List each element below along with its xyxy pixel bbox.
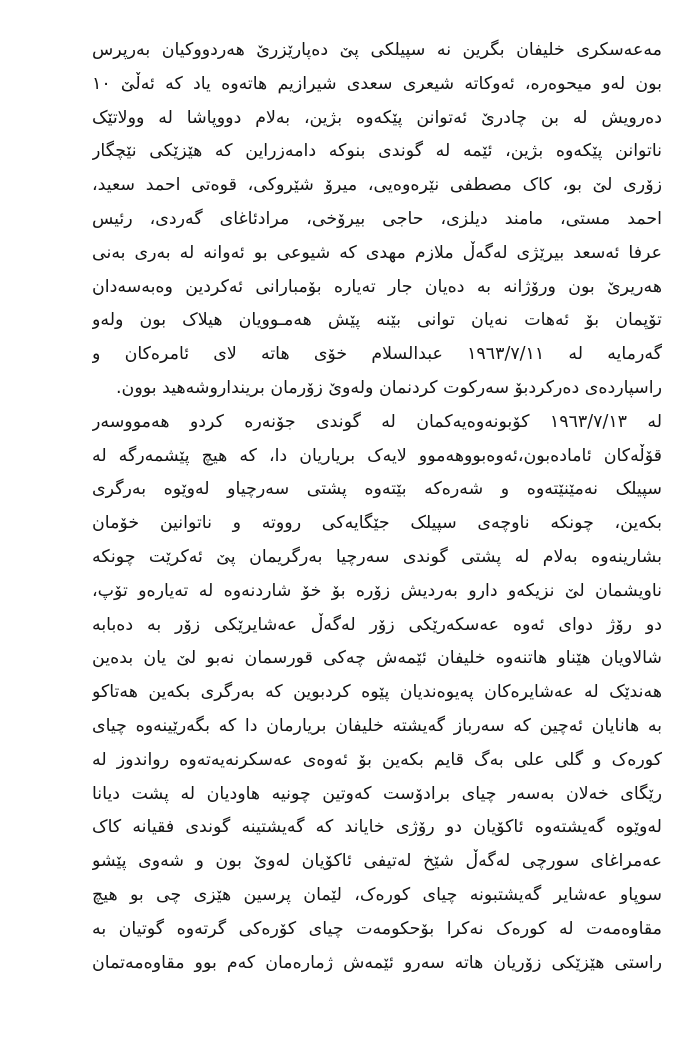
text-line: ناویشمان لێ نزیکەو دارو بەردیش زۆرە بۆ خۆ شاردنەوە لە تەیارەو تۆپ، <box>92 580 662 601</box>
text-line: راسپاردەی دەرکردبۆ سەرکوت کردنمان ولەوێ زۆرمان برینداروشەهید بوون. <box>116 377 662 398</box>
text-line: بکەین، چونکە ناوچەی سپیلک جێگایەکی رووتە و ناتوانین خۆمان <box>92 513 662 534</box>
paragraph-1 <box>92 34 662 406</box>
text-line: شالاویان هێناو هاتنەوە خلیفان ئێمەش چەکی قورسمان نەبو لێ یان بدەین <box>92 648 662 669</box>
text-line: زۆری لێ بو، کاک مصطفی نێرەوەیی، میرۆ شێروکی، قوەتی احمد سعید، <box>92 175 662 196</box>
text-line: عەمراغای سورچی لەگەڵ شێخ لەتیفی ئاکۆیان لەوێ بون و شەوی پێشو <box>92 851 662 872</box>
text-line: دەرویش لە بن چادرێ ئەتوانن پێکەوە بژین، بەلام دووپاشا لە وولاتێک <box>92 107 662 128</box>
paragraph-2 <box>92 406 662 981</box>
text-line: بشارینەوە بەلام لە پشتی گوندی سەرچیا بەرگریمان پێ ئەکرێت چونکە <box>92 546 662 567</box>
text-line: قۆڵەکان ئامادەبون،ئەوەبووهەموو لایەک بریاریان دا، کە هیچ پێشمەرگە لە <box>92 445 662 466</box>
text-line: تۆپمان بۆ ئەهات نەیان توانی بێنە پێش هەمـوویان هیلاک بون ولەو <box>92 310 662 331</box>
text-line: ناتوانن پێکەوە بژین، ئێمە لە گوندی بنوکە دامەزراین کە هێزێکی نێچگار <box>92 141 662 162</box>
text-line: رێگای خەلان بەسەر چیای برادۆست کەوتین چونیە هاودیان لە پشت دیانا <box>92 783 662 804</box>
text-line: دو رۆژ دوای ئەوە عەسکەرێکی زۆر لەگەڵ عەشایرێکی زۆر بە دەبابە <box>92 614 662 635</box>
text-line: مەعەسکری خلیفان بگرین نە سپیلکی پێ دەپارێزرێ هەردووکیان بەرپرس <box>92 40 662 60</box>
text-line: بون لەو میحوەرە، ئەوکاتە شیعری سعدی شیرازیم هاتەوە یاد کە ئەڵێ ١٠ <box>92 73 662 94</box>
body-text <box>92 34 662 980</box>
text-line: هەریرێ بون ورۆژانە بە دەیان جار تەیارە بۆمبارانی ئەکردین وەبەسەدان <box>92 276 662 297</box>
text-line: لە ١٩٦٣/٧/١٣ کۆبونەوەیەکمان لە گوندی جۆنەرە کردو هەمووسەر <box>92 411 662 432</box>
text-line: هەندێک لە عەشایرەکان پەیوەندیان پێوە کردبوین کە بەرگری بکەین هەتاکو <box>92 682 662 703</box>
text-line: سوپاو عەشایر گەیشتبونە چیای کورەک، لێمان پرسین هێزی چی بو هیچ <box>92 884 662 905</box>
text-line: بە هانایان ئەچین کە سەرباز گەیشتە خلیفان بریارمان دا کە بگەرێینەوە چیای <box>92 715 662 736</box>
text-line: عرفا ئەسعد بیرێژی لەگەڵ ملازم مهدی کە شیوعی بو ئەوانە لە بەری بەنی <box>92 242 662 263</box>
text-line: احمد مستی، مامند دیلزی، حاجی بیرۆخی، مرادئاغای گەردی، رئیس <box>92 208 662 229</box>
text-line: راستی هێزێکی زۆریان هاتە سەرو ئێمەش ژمارەمان کەم بوو مقاوەمەتمان <box>92 952 662 973</box>
text-line: گەرمایە لە ١٩٦٣/٧/١١ عبدالسلام خۆی هاتە لای ئامرەکان و <box>92 344 662 365</box>
text-line: کورەک و گلی علی بەگ قایم بکەین بۆ ئەوەی عەسکرنەیەتەوە رواندوز لە <box>92 749 662 770</box>
text-line: لەوێوە گەیشتەوە ئاکۆیان دو رۆژی خایاند کە گەیشتینە گوندی فقیانە کاک <box>92 817 662 838</box>
text-line: مقاوەمەت لە کورەک نەکرا بۆحکومەت چیای کۆرەکی گرتەوە گوتیان بە <box>92 918 662 939</box>
text-line: سپیلک نەمێنێتەوە و شەرەکە بێتەوە پشتی سەرچیاو لەوێوە بەرگری <box>92 479 662 500</box>
